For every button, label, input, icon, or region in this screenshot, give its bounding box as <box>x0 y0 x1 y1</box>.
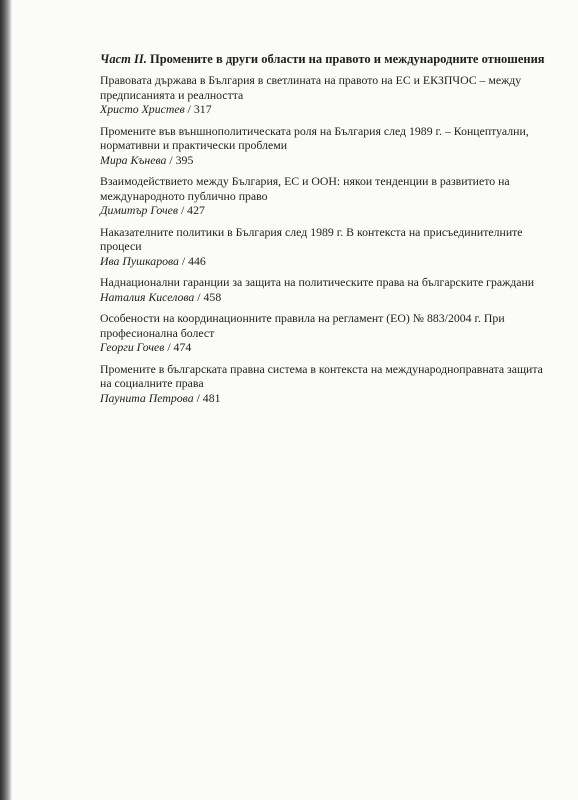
entry-author-line <box>100 102 555 117</box>
entry-title: Особености на координационните правила на регламент (ЕО) № 883/2004 г. При професионална болест <box>100 311 505 340</box>
entry-author-line <box>100 290 555 305</box>
toc-entry <box>100 275 555 304</box>
entry-author-line <box>100 153 555 168</box>
entry-page: / 481 <box>193 390 221 405</box>
entry-author: Христо Христев <box>100 102 185 116</box>
entry-page: / 446 <box>178 253 206 268</box>
document-page <box>12 0 578 800</box>
toc-entry <box>100 311 555 355</box>
entry-author: Мира Кънева <box>100 152 167 167</box>
toc-entry <box>100 174 555 218</box>
entry-author-line <box>100 391 555 406</box>
entry-title: Промените във външнополитическата роля на България след 1989 г. – Концептуални, нормативни и практически проблеми <box>100 123 529 152</box>
entry-page: / 474 <box>164 340 192 354</box>
entry-author: Паунита Петрова <box>100 390 194 405</box>
scan-binding-shadow <box>0 0 12 800</box>
table-of-contents <box>100 52 555 412</box>
entry-author-line <box>100 340 555 355</box>
entry-author: Наталия Киселова <box>100 289 195 304</box>
entry-author: Ива Пушкарова <box>100 253 179 268</box>
entry-author: Георги Гочев <box>100 340 165 354</box>
entry-title: Промените в българската правна система в контекста на международноправната защита на социалните права <box>100 361 543 390</box>
entry-page: / 458 <box>194 289 222 304</box>
entry-author-line <box>100 203 555 218</box>
entry-page: / 317 <box>184 102 212 116</box>
entry-title: Наднационални гаранции за защита на политическите права на българските граждани <box>100 275 535 289</box>
toc-entry <box>100 362 555 406</box>
entry-title: Наказателните политики в България след 1989 г. В контекста на присъединителните процеси <box>100 224 523 253</box>
entry-title: Взаимодействието между България, ЕС и ООН: някои тенденции в развитието на международното публично право <box>100 174 510 203</box>
part-title: Промените в други области на правото и международните отношения <box>146 52 545 66</box>
toc-entry <box>100 124 555 168</box>
entry-page: / 395 <box>166 152 194 167</box>
part-label: Част II. <box>100 52 147 66</box>
toc-entry <box>100 73 555 117</box>
toc-entry <box>100 225 555 269</box>
entry-title: Правовата държава в България в светлината на правото на ЕС и ЕКЗПЧОС – между предписанията и реалността <box>100 73 522 102</box>
entry-page: / 427 <box>178 203 205 217</box>
entry-author: Димитър Гочев <box>100 203 178 217</box>
entry-author-line <box>100 254 555 269</box>
part-heading <box>100 52 555 67</box>
